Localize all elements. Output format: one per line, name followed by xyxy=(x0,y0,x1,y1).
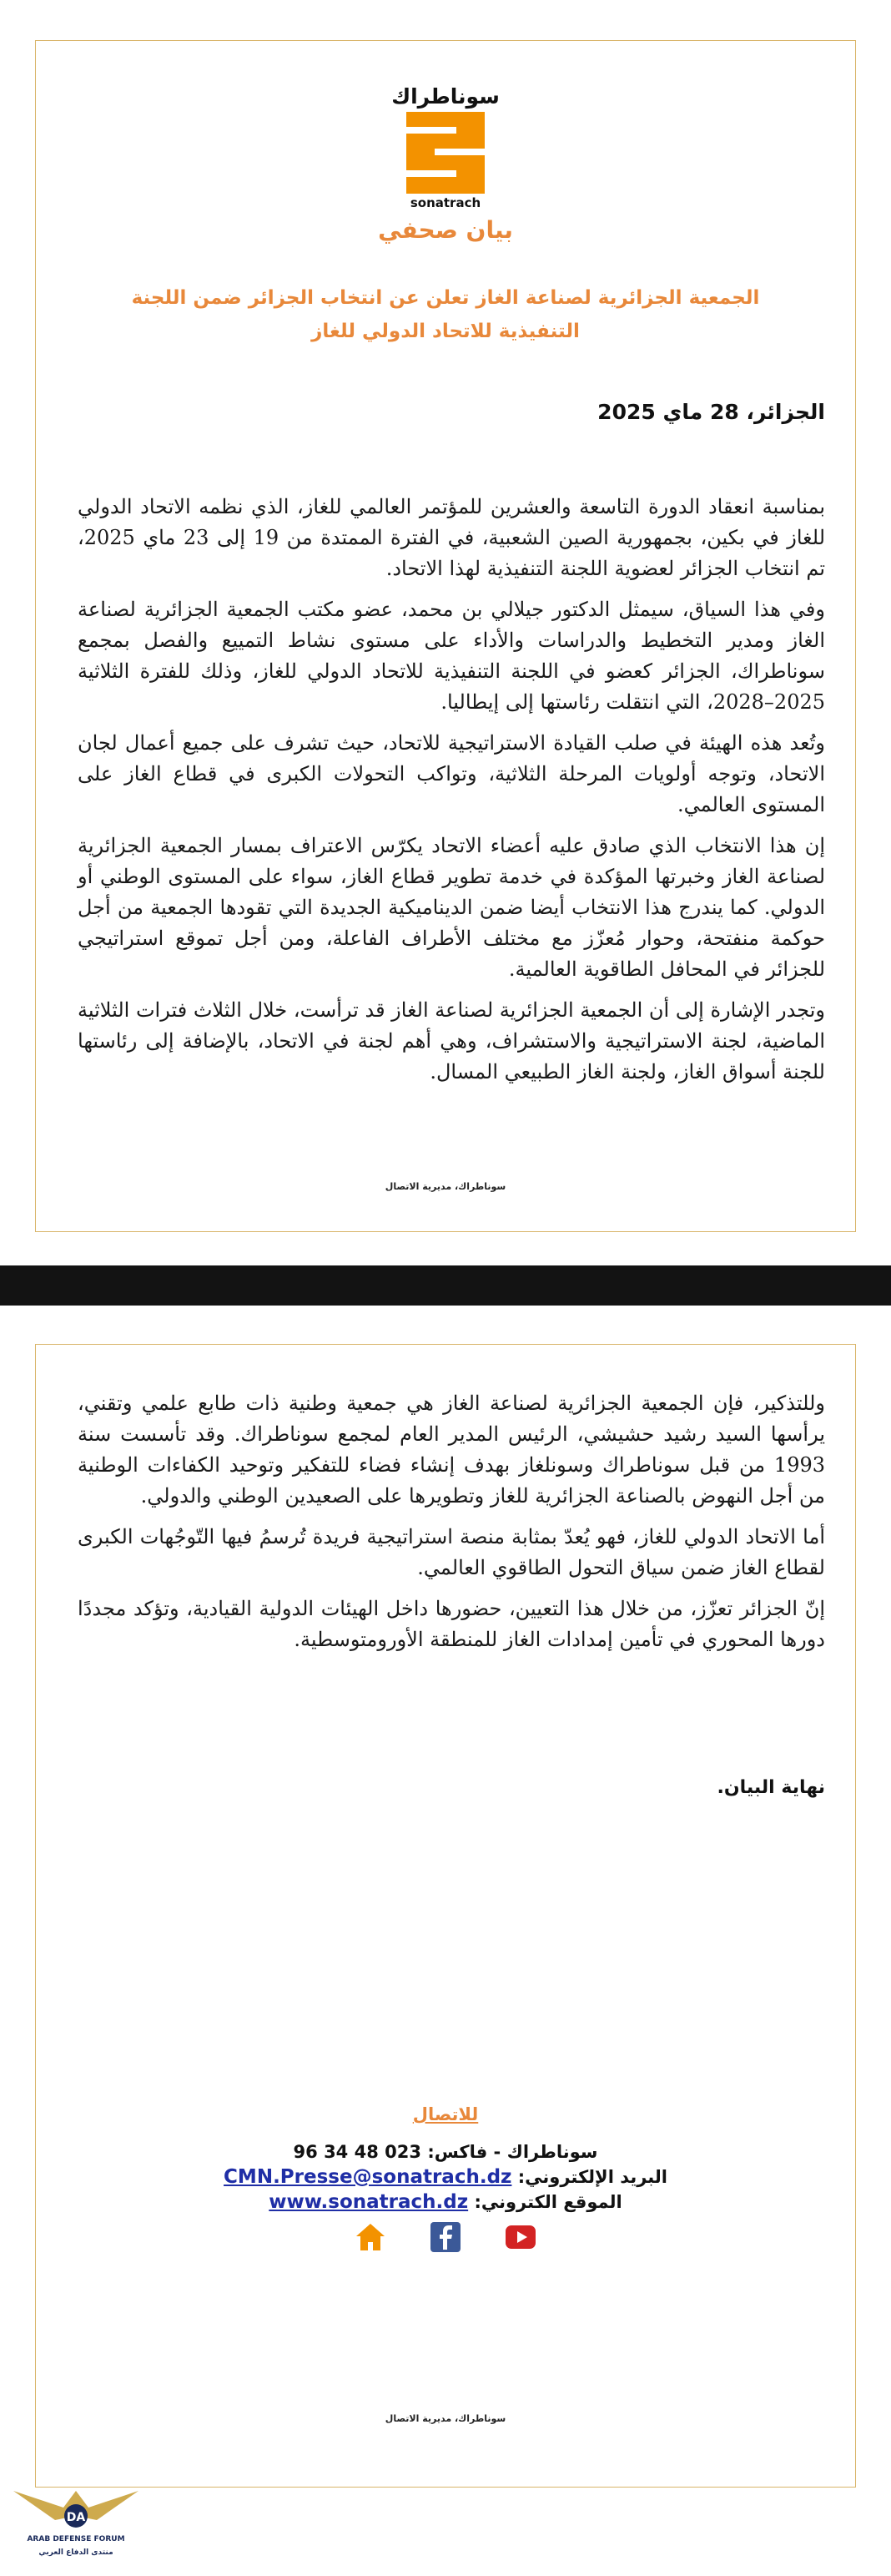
end-of-statement: نهاية البيان. xyxy=(717,1777,825,1798)
paragraph: وتجدر الإشارة إلى أن الجمعية الجزائرية لصناعة الغاز قد ترأست، خلال الثلاث فترات الثلاثية الماضية، لجنة الاستراتيجية والاستشراف، وهي أهم لجنة في الاتحاد، بالإضافة إلى رئاستها للجنة أسواق الغاز، ولجنة الغاز الطبيعي المسال. xyxy=(78,998,825,1083)
page-separator xyxy=(0,1265,891,1306)
sonatrach-mark-icon xyxy=(406,112,485,194)
page1-body xyxy=(78,492,825,1098)
fax-number: 023 48 34 96 xyxy=(293,2142,421,2162)
contact-block xyxy=(36,2104,855,2253)
paragraph: إن هذا الانتخاب الذي صادق عليه أعضاء الاتحاد يكرّس الاعتراف بمسار الجمعية الجزائرية لصناعة الغاز وخبرتها المؤكدة في خدمة تطوير قطاع الغاز، سواء على المستوى الوطني أو الدولي. كما يندرج هذا الانتخاب أيضا ضمن الديناميكية الجديدة التي تقودها الجمعية من أجل حوكمة منفتحة، وحوار مُعزّز مع مختلف الأطراف الفاعلة، ومن أجل تموقع استراتيجي للجزائر في المحافل الطاقوية العالمية. xyxy=(78,834,825,981)
paragraph: إنّ الجزائر تعزّز، من خلال هذا التعيين، حضورها داخل الهيئات الدولية القيادية، وتؤكد مجددًا دورها المحوري في تأمين إمدادات الغاز للمنطقة الأورومتوسطية. xyxy=(78,1597,825,1651)
facebook-icon[interactable] xyxy=(430,2221,461,2253)
social-icons xyxy=(36,2221,855,2253)
arab-defense-forum-watermark xyxy=(5,2474,147,2566)
logo-latin-name: sonatrach xyxy=(410,195,481,210)
watermark-line2: ARAB DEFENSE FORUM xyxy=(27,2535,125,2543)
email-line xyxy=(36,2164,855,2190)
press-release-page-1 xyxy=(35,40,856,1232)
watermark-line1: DA xyxy=(66,2511,86,2524)
page2-body xyxy=(78,1388,825,1665)
website-link[interactable]: www.sonatrach.dz xyxy=(269,2191,469,2213)
press-release-title: بيان صحفي xyxy=(378,216,513,244)
website-line xyxy=(36,2190,855,2215)
watermark-line3: منتدى الدفاع العربي xyxy=(38,2548,113,2557)
home-icon[interactable] xyxy=(355,2221,386,2253)
contact-title: للاتصال xyxy=(412,2104,479,2124)
sonatrach-logo xyxy=(36,84,855,210)
logo-arabic-name: سوناطراك xyxy=(391,84,500,109)
paragraph: بمناسبة انعقاد الدورة التاسعة والعشرين للمؤتمر العالمي للغاز، الذي نظمه الاتحاد الدولي للغاز في بكين، بجمهورية الصين الشعبية، في الفترة الممتدة من 19 إلى 23 ماي 2025، تم انتخاب الجزائر لعضوية اللجنة التنفيذية لهذا الاتحاد. xyxy=(78,495,826,580)
press-release-date: الجزائر، 28 ماي 2025 xyxy=(597,400,825,424)
email-label: البريد الإلكتروني: xyxy=(517,2167,667,2187)
email-link[interactable]: CMN.Presse@sonatrach.dz xyxy=(224,2166,512,2188)
page1-footer: سوناطراك، مديرية الاتصال xyxy=(385,1181,506,1192)
paragraph: وللتذكير، فإن الجمعية الجزائرية لصناعة الغاز هي جمعية وطنية ذات طابع علمي وتقني، يرأسها السيد رشيد حشيشي، الرئيس المدير العام لمجمع سوناطراك. وقد تأسست سنة 1993 من قبل سوناطراك وسونلغاز بهدف إنشاء فضاء للتفكير وتوحيد الكفاءات الوطنية من أجل النهوض بالصناعة الجزائرية للغاز وتطويرها على الصعيدين الوطني والدولي. xyxy=(78,1392,825,1508)
fax-line xyxy=(36,2139,855,2164)
fax-label: سوناطراك - فاكس: xyxy=(427,2142,598,2162)
page2-footer: سوناطراك، مديرية الاتصال xyxy=(385,2413,506,2424)
website-label: الموقع الكتروني: xyxy=(474,2192,622,2212)
paragraph: وتُعد هذه الهيئة في صلب القيادة الاستراتيجية للاتحاد، حيث تشرف على جميع أعمال لجان الاتحاد، وتوجه أولويات المرحلة الثلاثية، وتواكب التحولات الكبرى في قطاع الغاز على المستوى العالمي. xyxy=(78,731,825,816)
press-release-subtitle: الجمعية الجزائرية لصناعة الغاز تعلن عن انتخاب الجزائر ضمن اللجنة التنفيذية للاتحاد الدولي للغاز xyxy=(131,287,760,342)
youtube-icon[interactable] xyxy=(505,2221,536,2253)
paragraph: أما الاتحاد الدولي للغاز، فهو يُعدّ بمثابة منصة استراتيجية فريدة تُرسمُ فيها التّوجُهات الكبرى لقطاع الغاز ضمن سياق التحول الطاقوي العالمي. xyxy=(78,1525,825,1579)
paragraph: وفي هذا السياق، سيمثل الدكتور جيلالي بن محمد، عضو مكتب الجمعية الجزائرية لصناعة الغاز ومدير التخطيط والدراسات والأداء على مستوى نشاط التمييع والفصل بمجمع سوناطراك، الجزائر كعضو في اللجنة التنفيذية للاتحاد الدولي للغاز، وذلك للفترة الثلاثية 2025–2028، التي انتقلت رئاستها إلى إيطاليا. xyxy=(78,598,825,714)
press-release-page-2 xyxy=(35,1344,856,2488)
